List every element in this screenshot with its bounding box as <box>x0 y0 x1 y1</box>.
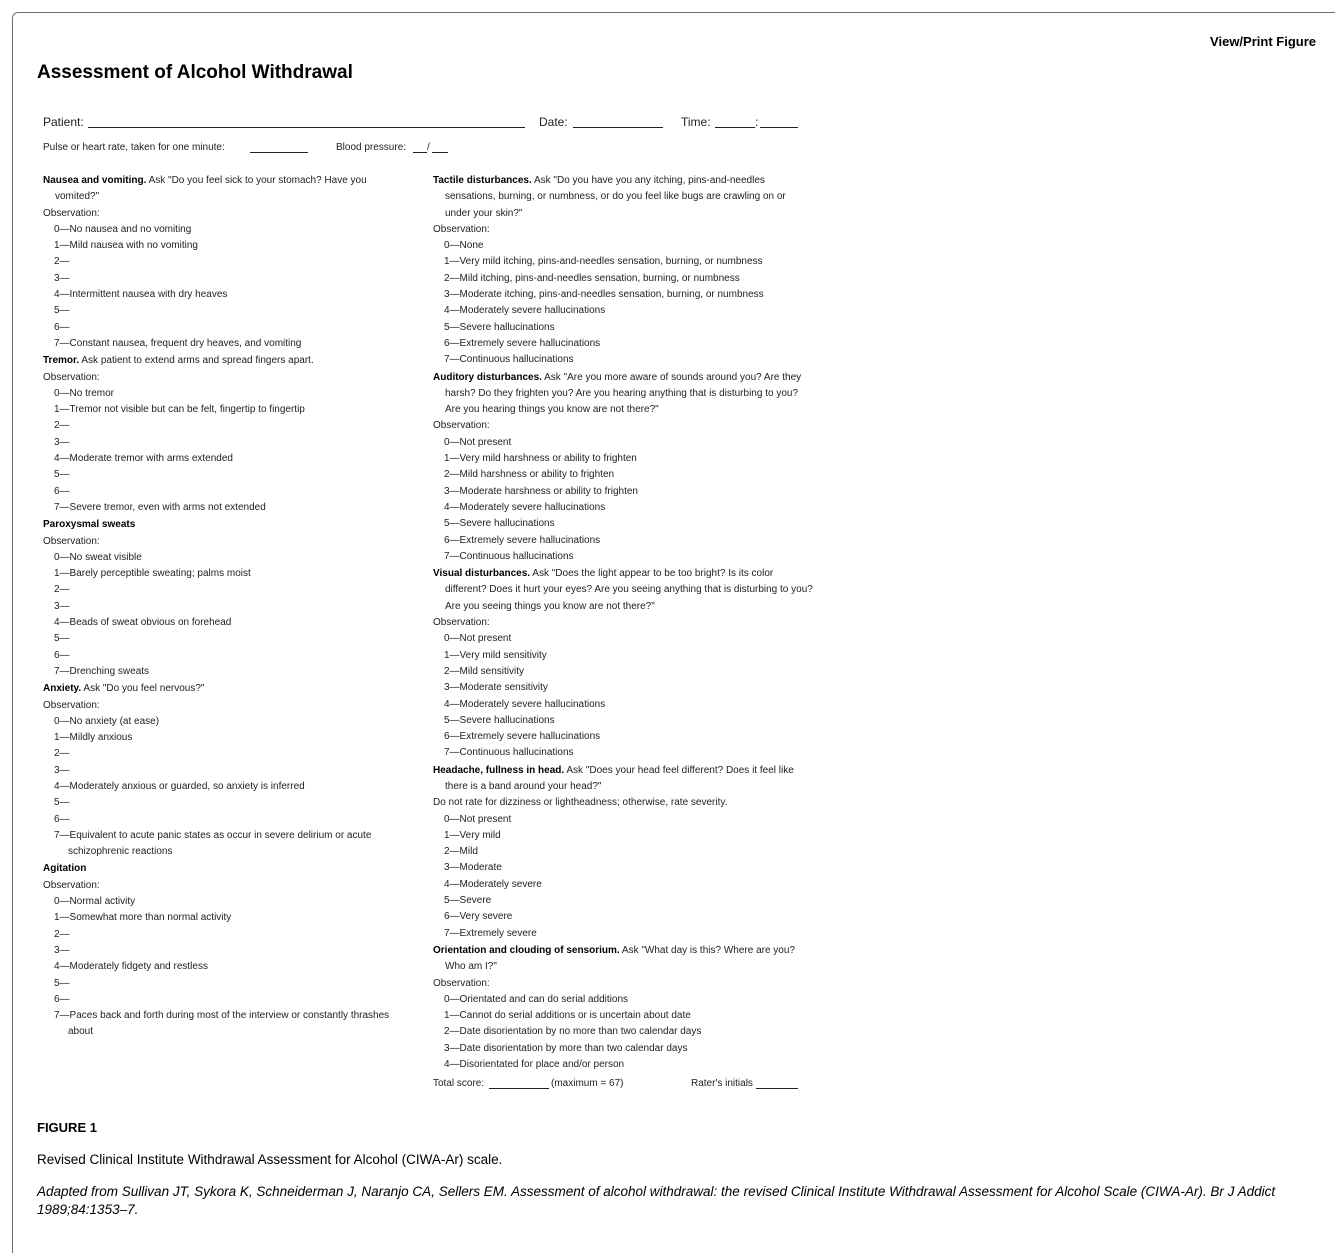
item-heading <box>43 681 413 697</box>
rating-option: 4—Moderate tremor with arms extended <box>54 453 233 465</box>
item-heading <box>433 173 813 222</box>
rating-option: 5— <box>54 633 70 645</box>
rating-option: 6—Very severe <box>444 911 513 923</box>
rating-option: 2— <box>54 420 70 432</box>
rating-option: 1—Barely perceptible sweating; palms moist <box>54 568 251 580</box>
item-title: Tactile disturbances. <box>433 175 532 186</box>
rating-option: 3— <box>54 944 70 956</box>
item-prompt: Ask "Do you feel sick to your stomach? Have you vomited?" <box>55 175 367 203</box>
rating-option: 4—Beads of sweat obvious on forehead <box>54 617 232 629</box>
rating-option: 7—Continuous hallucinations <box>444 550 574 562</box>
rating-option: 3— <box>54 272 70 284</box>
rating-option: 3— <box>54 436 70 448</box>
observation-label: Observation: <box>433 977 490 989</box>
rating-option: 5— <box>54 977 70 989</box>
rating-option: 6—Extremely severe hallucinations <box>444 534 601 546</box>
rating-option: 5—Severe hallucinations <box>444 518 555 530</box>
rating-option: 5— <box>54 797 70 809</box>
rating-option: 6— <box>54 993 70 1005</box>
rater-initials-line <box>756 1078 798 1089</box>
rating-option: 1—Very mild itching, pins-and-needles sensation, burning, or numbness <box>444 256 763 268</box>
rating-option: 2—Mild <box>444 846 478 858</box>
rating-option: 4—Moderately anxious or guarded, so anxiety is inferred <box>54 780 305 792</box>
rating-option: 7—Drenching sweats <box>54 665 150 677</box>
rating-option: 5— <box>54 305 70 317</box>
rating-option: 6—Extremely severe hallucinations <box>444 337 601 349</box>
rating-option: 3—Moderate <box>444 862 502 874</box>
rating-option: 7—Paces back and forth during most of the interview or constantly thrashes about <box>54 1010 390 1038</box>
item-prompt: Ask "Does the light appear to be too bright? Is its color different? Does it hurt your eyes? Are you seeing anything that is disturbing to you? Are you seeing things you know are not there?" <box>445 568 813 612</box>
assessment-item <box>433 370 813 566</box>
rating-option: 2—Mild sensitivity <box>444 665 525 677</box>
figure-label: FIGURE 1 <box>37 1120 97 1135</box>
rating-option: 0—Not present <box>444 813 512 825</box>
assessment-item <box>43 353 413 516</box>
assessment-item <box>43 517 413 680</box>
rating-option: 1—Mild nausea with no vomiting <box>54 240 198 252</box>
item-heading <box>433 943 813 976</box>
rating-option: 5—Severe <box>444 895 492 907</box>
assessment-item <box>43 681 413 860</box>
rating-option: 4—Moderately severe hallucinations <box>444 501 606 513</box>
observation-label: Do not rate for dizziness or lightheadness; otherwise, rate severity. <box>433 797 728 809</box>
rating-option: 7—Severe tremor, even with arms not extended <box>54 501 266 513</box>
rating-option: 0—Orientated and can do serial additions <box>444 993 629 1005</box>
rating-option: 7—Equivalent to acute panic states as occur in severe delirium or acute schizophrenic reactions <box>54 829 372 858</box>
rating-option: 1—Very mild sensitivity <box>444 649 547 661</box>
rating-option: 3—Moderate harshness or ability to frighten <box>444 485 638 497</box>
patient-label: Patient: <box>43 115 84 129</box>
rating-option: 2—Mild itching, pins-and-needles sensation, burning, or numbness <box>444 272 740 284</box>
rating-option: 3— <box>54 600 70 612</box>
bp-diastolic-line <box>432 142 448 153</box>
observation-label: Observation: <box>433 420 490 432</box>
date-line <box>573 115 663 128</box>
rating-option: 4—Moderately fidgety and restless <box>54 961 208 973</box>
rating-option: 7—Continuous hallucinations <box>444 354 574 366</box>
rating-option: 2— <box>54 584 70 596</box>
item-prompt: Ask "Does your head feel different? Does it feel like there is a band around your head?" <box>445 764 794 792</box>
rating-option: 4—Intermittent nausea with dry heaves <box>54 289 228 301</box>
time-label: Time: <box>681 115 711 129</box>
total-score-label: Total score: <box>433 1078 485 1089</box>
rating-option: 4—Moderately severe hallucinations <box>444 698 606 710</box>
observation-label: Observation: <box>43 371 100 383</box>
item-prompt: Ask "Do you feel nervous?" <box>81 683 205 695</box>
rating-option: 4—Moderately severe hallucinations <box>444 305 606 317</box>
observation-label: Observation: <box>433 617 490 629</box>
rating-option: 6—Extremely severe hallucinations <box>444 731 601 743</box>
item-prompt: Ask "Are you more aware of sounds around you? Are they harsh? Do they frighten you? Are you hearing anything that is disturbing to you? Are you hearing things you know are not there?" <box>445 371 802 416</box>
rating-option: 2— <box>54 928 70 940</box>
item-prompt: Ask "What day is this? Where are you? Who am I?" <box>445 944 795 973</box>
bp-label: Blood pressure: <box>336 142 407 153</box>
item-heading <box>433 566 813 615</box>
item-title: Paroxysmal sweats <box>43 519 136 531</box>
page-title: Assessment of Alcohol Withdrawal <box>37 62 353 83</box>
item-title: Auditory disturbances. <box>433 371 542 383</box>
assessment-item <box>433 566 813 762</box>
rating-option: 3— <box>54 764 70 776</box>
assessment-item <box>433 763 813 942</box>
bp-separator: / <box>427 142 430 153</box>
rating-option: 2—Mild harshness or ability to frighten <box>444 469 615 481</box>
right-column <box>433 173 813 1074</box>
observation-label: Observation: <box>433 223 490 235</box>
max-score-note: (maximum = 67) <box>551 1078 624 1089</box>
rating-option: 6— <box>54 813 70 825</box>
item-heading <box>43 353 413 369</box>
observation-label: Observation: <box>43 207 100 219</box>
rating-option: 0—No tremor <box>54 387 115 399</box>
time-hours-line <box>715 115 755 128</box>
rating-option: 1—Tremor not visible but can be felt, fingertip to fingertip <box>54 404 305 416</box>
assessment-item <box>43 861 413 1040</box>
item-title: Agitation <box>43 863 87 875</box>
item-title: Tremor. <box>43 355 80 367</box>
assessment-item <box>433 173 813 369</box>
rating-option: 1—Somewhat more than normal activity <box>54 912 232 924</box>
rating-option: 0—No nausea and no vomiting <box>54 223 192 235</box>
observation-label: Observation: <box>43 879 100 891</box>
assessment-item <box>43 173 413 352</box>
date-label: Date: <box>539 115 568 129</box>
rating-option: 6— <box>54 321 70 333</box>
rating-option: 4—Moderately severe <box>444 878 542 890</box>
view-print-figure-link[interactable]: View/Print Figure <box>1210 34 1316 49</box>
rating-option: 2— <box>54 256 70 268</box>
rating-option: 2— <box>54 748 70 760</box>
item-title: Headache, fullness in head. <box>433 764 565 776</box>
rating-option: 0—Not present <box>444 436 512 448</box>
rating-option: 5—Severe hallucinations <box>444 321 555 333</box>
rating-option: 6— <box>54 649 70 661</box>
figure-caption: Revised Clinical Institute Withdrawal Assessment for Alcohol (CIWA-Ar) scale. <box>37 1152 503 1167</box>
figure-source: Adapted from Sullivan JT, Sykora K, Schneiderman J, Naranjo CA, Sellers EM. Assessment of alcohol withdrawal: the revised Clinical Institute Withdrawal Assessment for Alcohol Scale (CIWA-Ar). Br J Addict 1989;84:1353–7. <box>37 1184 1276 1217</box>
total-score-line <box>489 1078 549 1089</box>
pulse-line <box>250 142 308 153</box>
rating-option: 3—Date disorientation by more than two calendar days <box>444 1042 688 1054</box>
item-heading <box>43 861 413 877</box>
left-column <box>43 173 413 1042</box>
rating-option: 7—Continuous hallucinations <box>444 747 574 759</box>
item-heading <box>43 173 413 206</box>
rating-option: 0—No anxiety (at ease) <box>54 715 160 727</box>
rating-option: 0—No sweat visible <box>54 551 142 563</box>
rating-option: 3—Moderate itching, pins-and-needles sensation, burning, or numbness <box>444 289 764 301</box>
patient-line <box>88 115 525 128</box>
rater-initials-label: Rater's initials <box>691 1078 753 1089</box>
rating-option: 6— <box>54 485 70 497</box>
rating-option: 1—Very mild <box>444 829 501 841</box>
observation-label: Observation: <box>43 535 100 547</box>
item-title: Nausea and vomiting. <box>43 175 147 186</box>
item-prompt: Ask patient to extend arms and spread fingers apart. <box>79 355 314 367</box>
assessment-item <box>433 943 813 1073</box>
item-heading <box>433 370 813 419</box>
bp-systolic-line <box>413 142 427 153</box>
rating-option: 7—Constant nausea, frequent dry heaves, and vomiting <box>54 337 302 349</box>
rating-option: 7—Extremely severe <box>444 927 537 939</box>
item-title: Visual disturbances. <box>433 568 531 580</box>
rating-option: 3—Moderate sensitivity <box>444 682 548 694</box>
pulse-label: Pulse or heart rate, taken for one minute: <box>43 142 225 153</box>
rating-option: 5—Severe hallucinations <box>444 714 555 726</box>
time-separator: : <box>755 115 759 129</box>
observation-label: Observation: <box>43 699 100 711</box>
rater-initials-group <box>691 1078 798 1089</box>
item-heading <box>433 763 813 796</box>
rating-option: 5— <box>54 469 70 481</box>
rating-option: 0—Normal activity <box>54 896 136 908</box>
rating-option: 4—Disorientated for place and/or person <box>444 1059 625 1071</box>
item-heading <box>43 517 413 533</box>
item-prompt: Ask "Do you have you any itching, pins-and-needles sensations, burning, or numbness, or do you feel like bugs are crawling on or under your skin?" <box>445 175 786 219</box>
item-title: Orientation and clouding of sensorium. <box>433 944 620 956</box>
rating-option: 1—Very mild harshness or ability to frighten <box>444 453 637 465</box>
rating-option: 0—Not present <box>444 633 512 645</box>
time-minutes-line <box>760 115 798 128</box>
item-title: Anxiety. <box>43 683 82 695</box>
rating-option: 0—None <box>444 240 484 252</box>
rating-option: 1—Mildly anxious <box>54 732 133 744</box>
rating-option: 2—Date disorientation by no more than two calendar days <box>444 1026 702 1038</box>
rating-option: 1—Cannot do serial additions or is uncertain about date <box>444 1010 691 1022</box>
